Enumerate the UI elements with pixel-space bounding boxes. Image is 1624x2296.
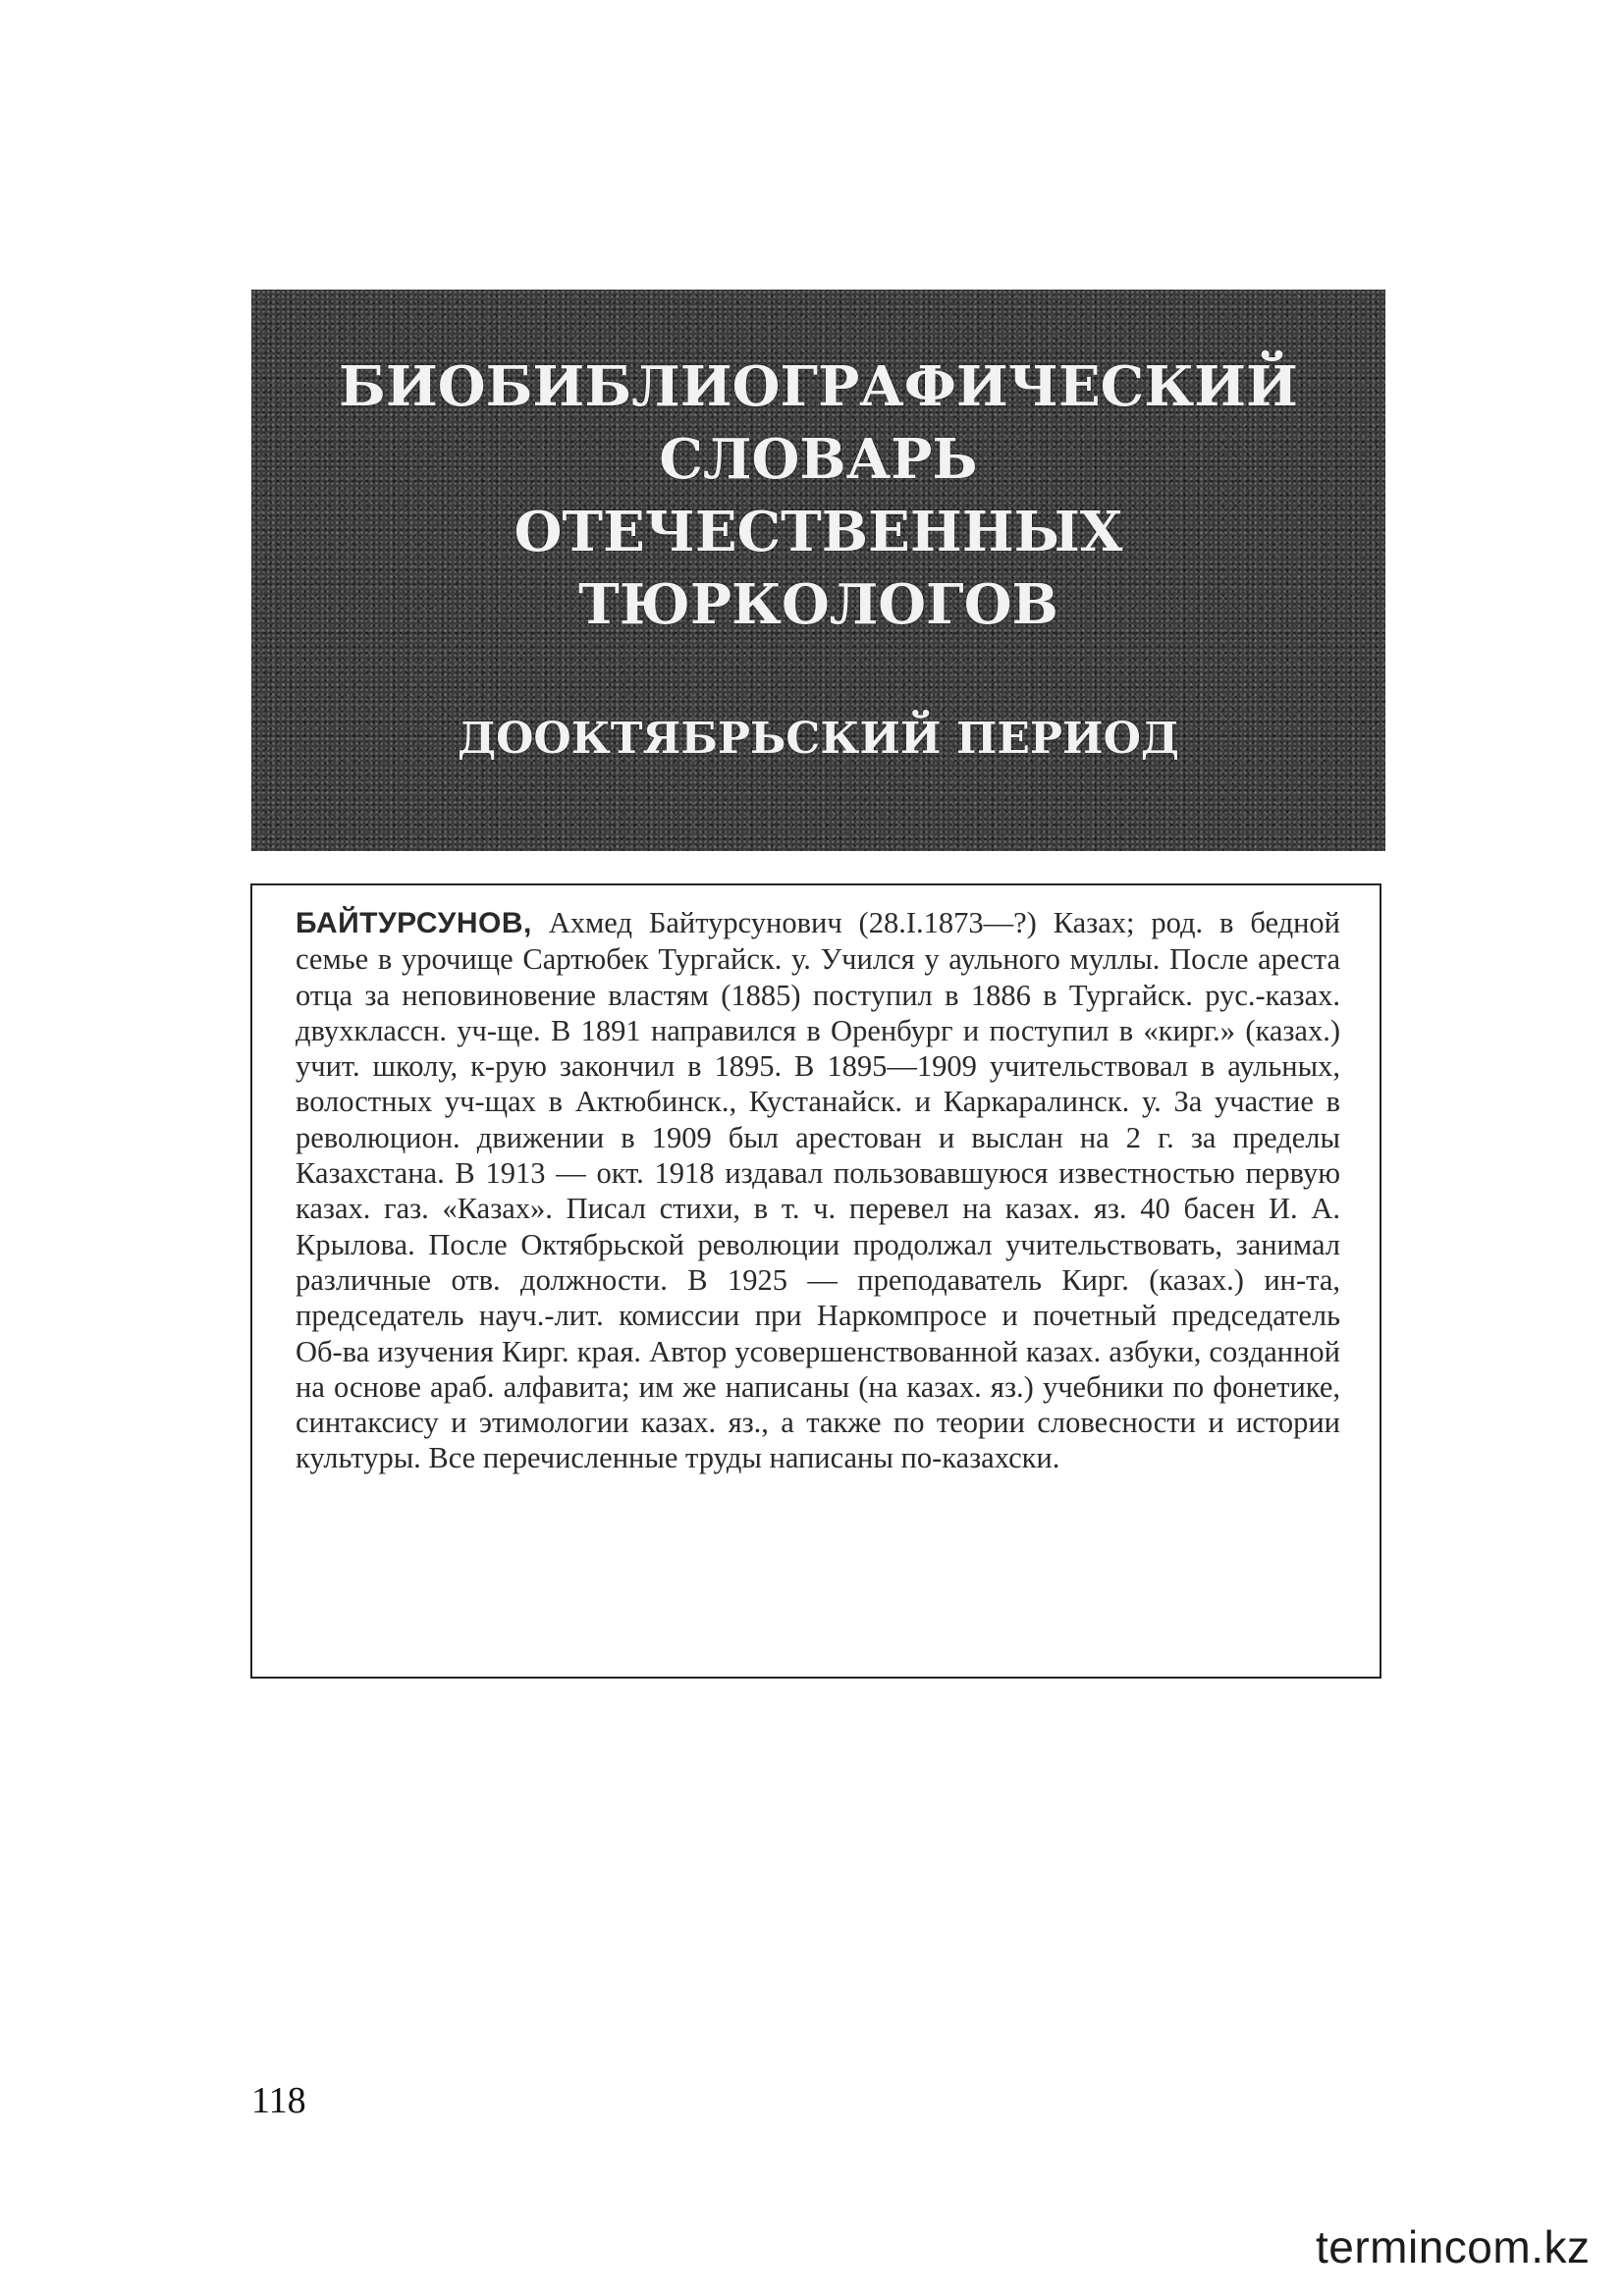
banner-title bbox=[251, 350, 1385, 641]
page-number: 118 bbox=[251, 2080, 306, 2121]
watermark-logo bbox=[1316, 2220, 1610, 2279]
entry-body: Ахмед Байтурсунович (28.I.1873—?) Казах; род. в бедной семье в урочище Сартюбек Тургайск. у. Учился у аульного муллы. После ареста отца за неповиновение властям (1885) поступил в 1886 в Тургайск. рус.-казах. двухклассн. уч-ще. В 1891 направился в Оренбург и поступил в «кирг.» (казах.) учит. школу, к-рую закончил в 1895. В 1895—1909 учительствовал в аульных, волостных уч-щах в Актюбинск., Кустанайск. и Каркаралинск. у. За участие в революцион. движении в 1909 был арестован и выслан на 2 г. за пределы Казахстана. В 1913 — окт. 1918 издавал пользовавшуюся известностью первую казах. газ. «Казах». Писал стихи, в т. ч. перевел на казах. яз. 40 басен И. А. Крылова. После Октябрьской революции продолжал учительствовать, занимал различные отв. должности. В 1925 — преподаватель Кирг. (казах.) ин-та, председатель науч.-лит. комиссии при Наркомпросе и почетный председатель Об-ва изучения Кирг. края. Автор усовершенствованной казах. азбуки, созданной на основе араб. алфавита; им же написаны (на казах. яз.) учебники по фонетике, синтаксису и этимологии казах. яз., а также по теории словесности и истории культуры. Все перечисленные труды написаны по-казахски. bbox=[296, 906, 1340, 1475]
entry-box bbox=[250, 883, 1381, 1679]
banner-title-line: СЛОВАРЬ bbox=[659, 427, 978, 492]
banner-title-line: ОТЕЧЕСТВЕННЫХ bbox=[514, 500, 1123, 564]
banner-subtitle: ДООКТЯБРЬСКИЙ ПЕРИОД bbox=[457, 714, 1180, 764]
entry-paragraph bbox=[296, 905, 1340, 1476]
cover-banner bbox=[251, 290, 1385, 851]
entry-surname: БАЙТУРСУНОВ, bbox=[296, 907, 532, 939]
banner-title-line: ТЮРКОЛОГОВ bbox=[578, 572, 1058, 637]
watermark-text: termincom.kz bbox=[1316, 2221, 1591, 2272]
banner-title-line: БИОБИБЛИОГРАФИЧЕСКИЙ bbox=[339, 354, 1298, 419]
